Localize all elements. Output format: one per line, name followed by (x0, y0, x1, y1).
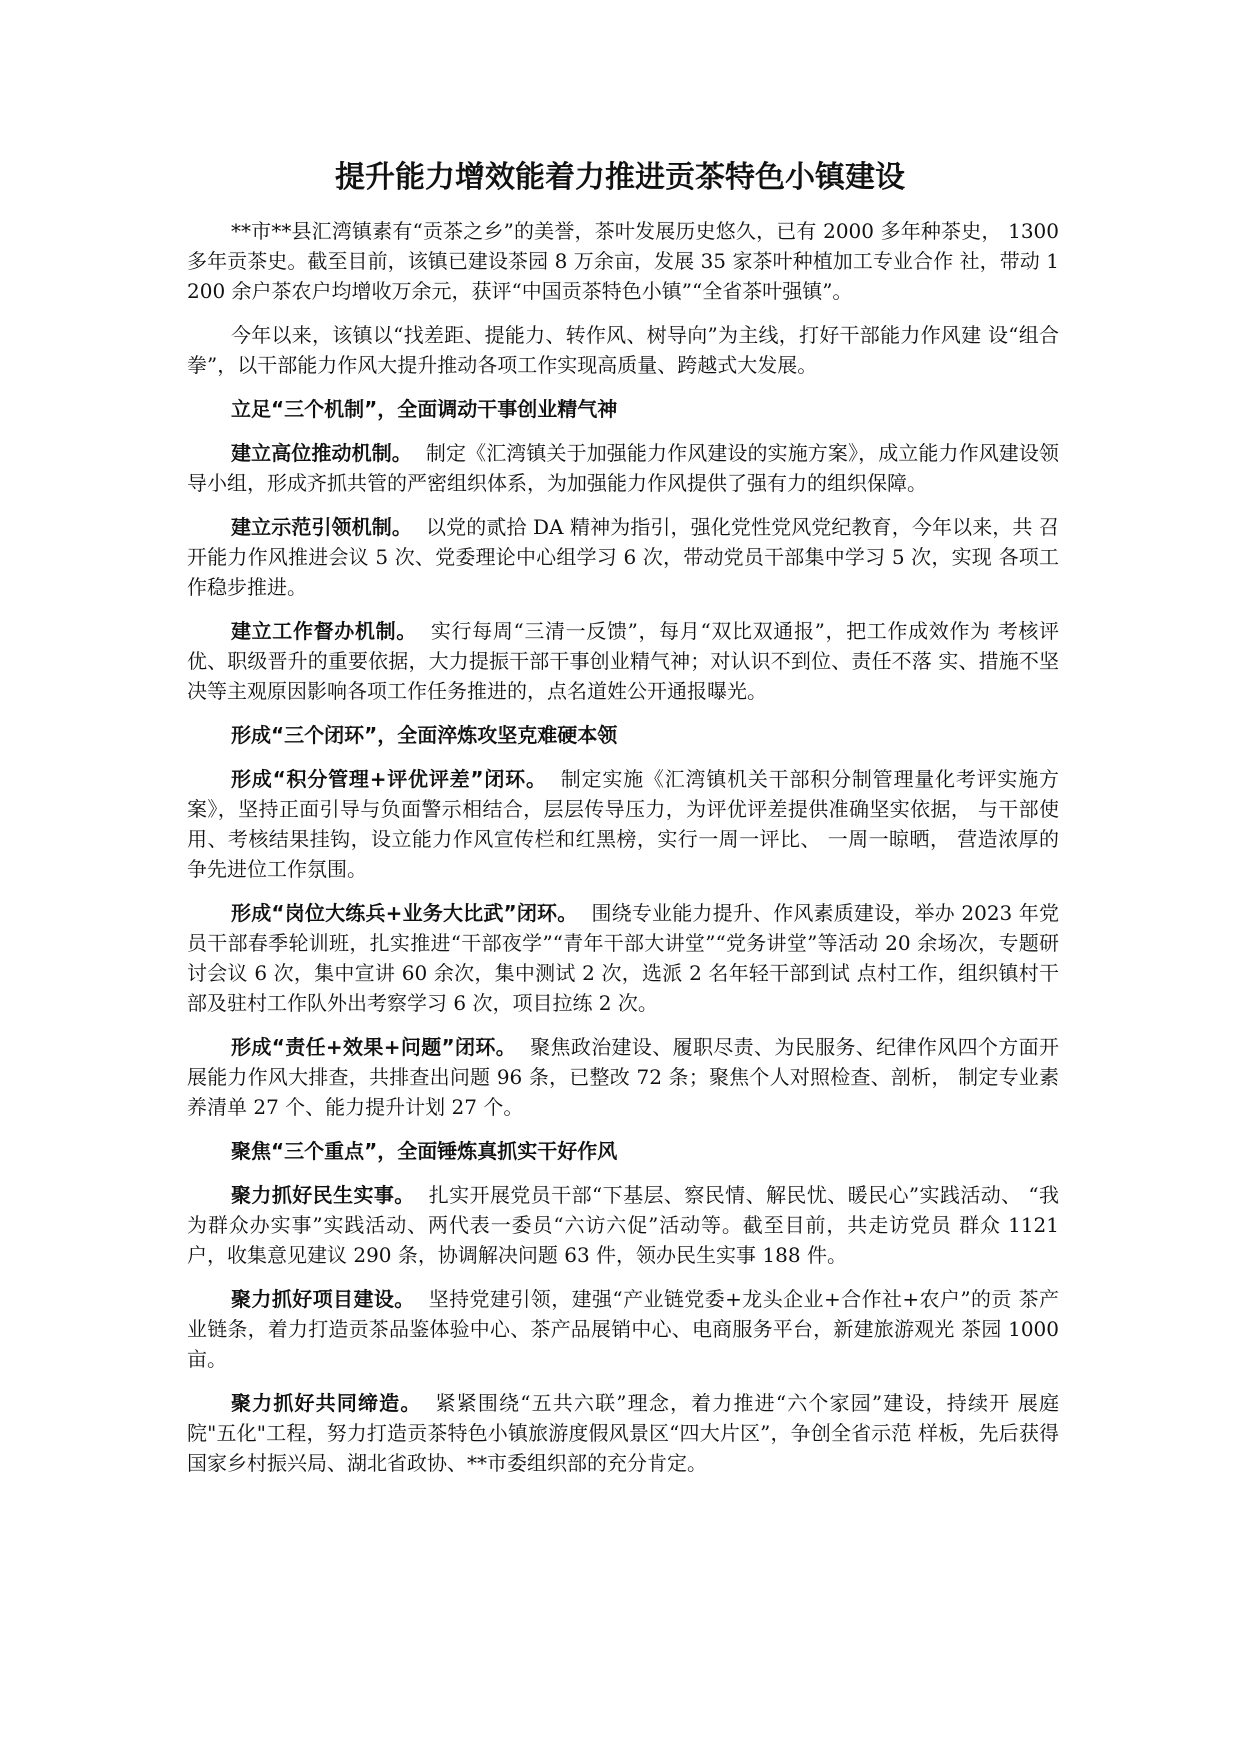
intro-paragraph-2: 今年以来，该镇以“找差距、提能力、转作风、树导向”为主线，打好干部能力作风建 设“组合拳”，以干部能力作风大提升推动各项工作实现高质量、跨越式大发展。 (187, 323, 1059, 377)
item-lead: 建立工作督办机制。 (231, 619, 417, 643)
item-lead: 建立高位推动机制。 (231, 441, 412, 465)
item-lead: 聚力抓好项目建设。 (231, 1287, 415, 1311)
section-1-heading: 立足“三个机制”，全面调动干事创业精气神 (231, 397, 618, 421)
item-text: 以党的贰拾 DA 精神为指引，强化党性党风党纪教育，今年以来，共 召开能力作风推进会议 5 次、党委理论中心组学习 6 次，带动党员干部集中学习 5 次，实现 各项工作稳步推进。 (187, 515, 1059, 599)
section-1-item-1 (187, 438, 1059, 498)
item-text: 坚持党建引领，建强“产业链党委+龙头企业+合作社+农户”的贡 茶产业链条，着力打造贡茶品鉴体验中心、茶产品展销中心、电商服务平台，新建旅游观光 茶园 1000 亩。 (187, 1287, 1059, 1371)
item-lead: 聚力抓好民生实事。 (231, 1183, 415, 1207)
item-lead: 形成“责任+效果+问题”闭环。 (231, 1035, 517, 1059)
item-lead: 形成“积分管理+评优评差”闭环。 (231, 767, 547, 791)
document-body (187, 216, 1059, 1492)
item-lead: 建立示范引领机制。 (231, 515, 412, 539)
section-2-heading: 形成“三个闭环”，全面淬炼攻坚克难硬本领 (231, 723, 618, 747)
item-text: 围绕专业能力提升、作风素质建设，举办 2023 年党员干部春季轮训班，扎实推进“干部夜学”“青年干部大讲堂”“党务讲堂”等活动 20 余场次，专题研讨会议 6 次，集中宣讲 60 余次，集中测试 2 次，选派 2 名年轻干部到试 点村工作，组织镇村干部及驻村工作队外出考察学习 6 次，项目拉练 2 次。 (187, 901, 1059, 1015)
item-text: 扎实开展党员干部“下基层、察民情、解民忧、暖民心”实践活动、 “我为群众办实事”实践活动、两代表一委员“六访六促”活动等。截至目前，共走访党员 群众 1121 户，收集意见建议 290 条，协调解决问题 63 件，领办民生实事 188 件。 (187, 1183, 1060, 1267)
item-text: 紧紧围绕“五共六联”理念，着力推进“六个家园”建设，持续开 展庭院"五化"工程，努力打造贡茶特色小镇旅游度假风景区“四大片区”，争创全省示范 样板，先后获得国家乡村振兴局、湖北省政协、**市委组织部的充分肯定。 (187, 1391, 1059, 1475)
section-3-item-2 (187, 1284, 1059, 1374)
section-3-item-3 (187, 1388, 1059, 1478)
section-1-item-2 (187, 512, 1059, 602)
item-text: 聚焦政治建设、履职尽责、为民服务、纪律作风四个方面开展能力作风大排查，共排查出问题 96 条，已整改 72 条；聚焦个人对照检查、剖析， 制定专业素养清单 27 个、能力提升计划 27 个。 (187, 1035, 1059, 1119)
section-2-item-1 (187, 764, 1059, 884)
section-2-item-2 (187, 898, 1059, 1018)
document-title: 提升能力增效能着力推进贡茶特色小镇建设 (335, 160, 905, 195)
item-text: 实行每周“三清一反馈”，每月“双比双通报”，把工作成效作为 考核评优、职级晋升的重要依据，大力提振干部干事创业精气神；对认识不到位、责任不落 实、措施不坚决等主观原因影响各项工作任务推进的，点名道姓公开通报曝光。 (187, 619, 1059, 703)
section-3-item-1 (187, 1180, 1059, 1270)
section-2-item-3 (187, 1032, 1059, 1122)
item-text: 制定实施《汇湾镇机关干部积分制管理量化考评实施方案》，坚持正面引导与负面警示相结合，层层传导压力，为评优评差提供准确坚实依据， 与干部使用、考核结果挂钩，设立能力作风宣传栏和红黑榜，实行一周一评比、 一周一晾晒， 营造浓厚的争先进位工作氛围。 (187, 767, 1060, 881)
item-lead: 形成“岗位大练兵+业务大比武”闭环。 (231, 901, 578, 925)
section-3-heading: 聚焦“三个重点”，全面锤炼真抓实干好作风 (231, 1139, 618, 1163)
item-text: 制定《汇湾镇关于加强能力作风建设的实施方案》，成立能力作风建设领导小组，形成齐抓共管的严密组织体系，为加强能力作风提供了强有力的组织保障。 (187, 441, 1060, 495)
section-1-item-3 (187, 616, 1059, 706)
intro-paragraph-1: **市**县汇湾镇素有“贡茶之乡”的美誉，茶叶发展历史悠久，已有 2000 多年种茶史， 1300 多年贡茶史。截至目前，该镇已建设茶园 8 万余亩，发展 35 家茶叶种植加工专业合作 社，带动 1200 余户茶农户均增收万余元，获评“中国贡茶特色小镇”“全省茶叶强镇”。 (187, 219, 1059, 303)
item-lead: 聚力抓好共同缔造。 (231, 1391, 422, 1415)
